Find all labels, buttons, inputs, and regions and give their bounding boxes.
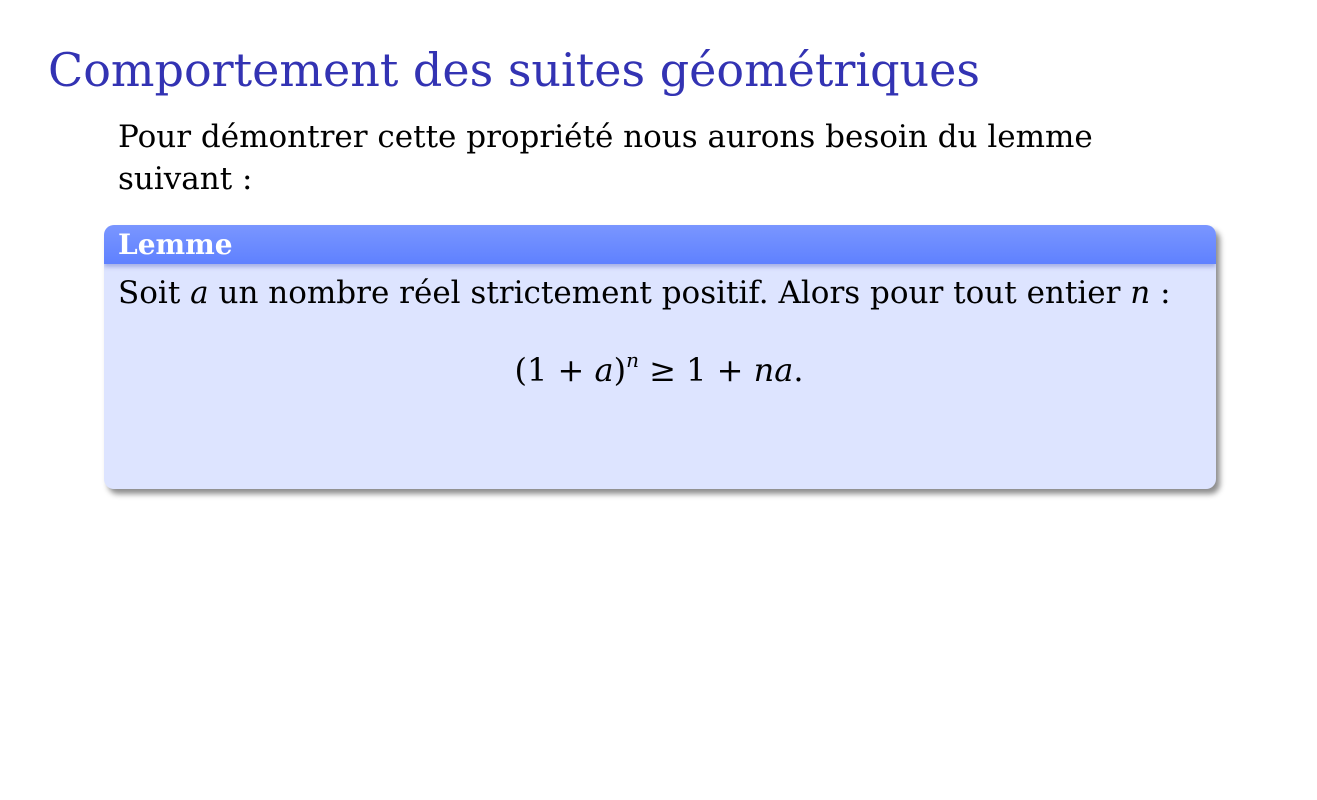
formula-exponent: n [626, 348, 639, 372]
lemma-var-n: n [1130, 275, 1151, 311]
slide-title: Comportement des suites géométriques [48, 43, 980, 97]
lemma-block [104, 225, 1216, 489]
lemma-var-a: a [190, 275, 209, 311]
formula-end: . [793, 351, 804, 389]
formula-a: a [594, 351, 614, 389]
lemma-text-part1: Soit [118, 275, 191, 311]
formula-relation: ≥ 1 + [638, 351, 754, 389]
formula-close: ) [613, 351, 627, 389]
intro-paragraph: Pour démontrer cette propriété nous aurons besoin du lemme suivant : [118, 119, 1093, 197]
formula-open: (1 + [514, 351, 595, 389]
lemma-body [104, 264, 1216, 392]
lemma-header: Lemme [104, 225, 1216, 264]
formula-na: na [753, 351, 794, 389]
lemma-text-part2: un nombre réel strictement positif. Alors pour tout entier [208, 275, 1131, 311]
lemma-text-part3: : [1150, 275, 1171, 311]
lemma-formula [118, 348, 1200, 392]
